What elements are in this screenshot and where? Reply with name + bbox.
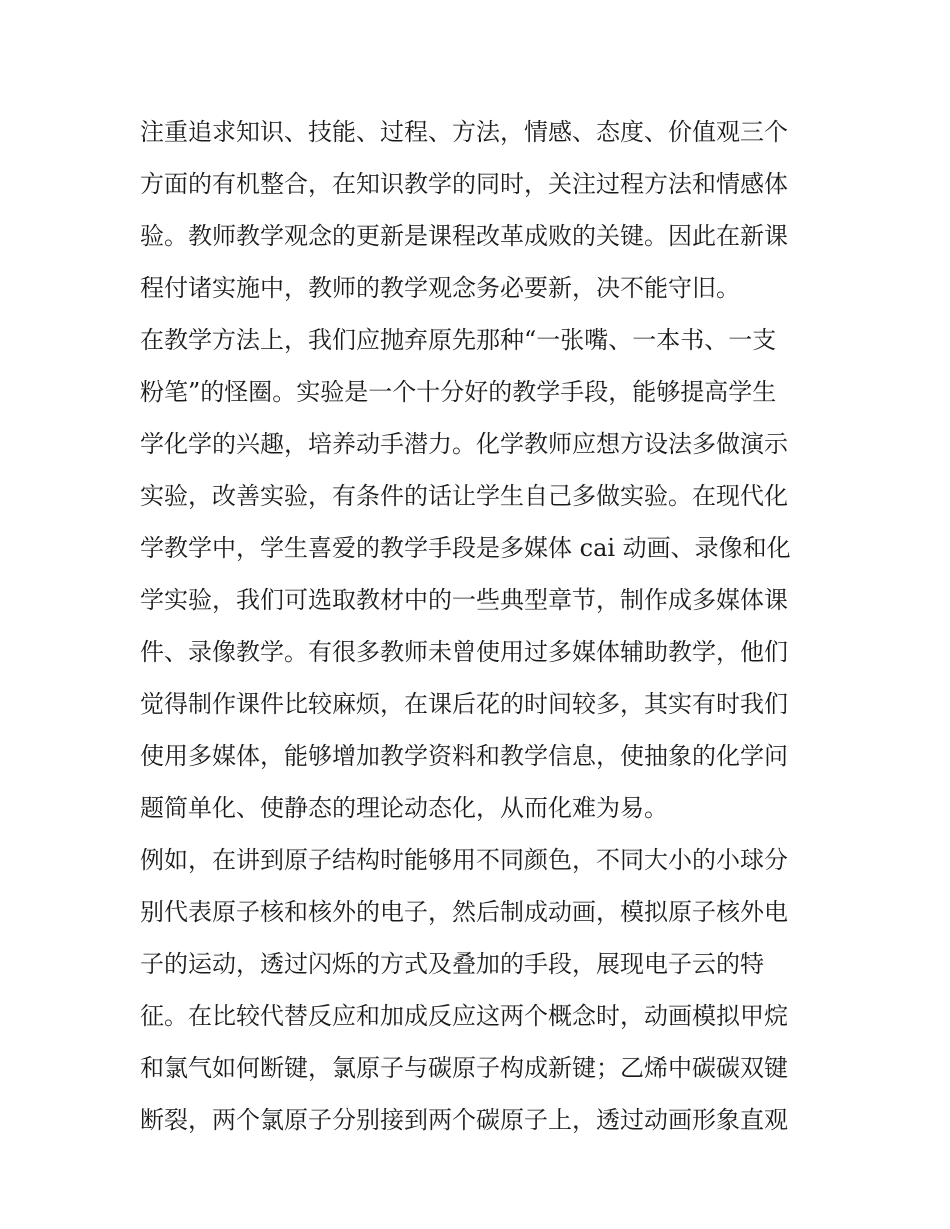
- text-line: 程付诸实施中，教师的教学观念务必要新，决不能守旧。: [140, 274, 740, 302]
- body-text: [140, 106, 820, 1146]
- text-line: 觉得制作课件比较麻烦，在课后花的时间较多，其实有时我们: [140, 690, 788, 718]
- text-line: 断裂，两个氯原子分别接到两个碳原子上，透过动画形象直观: [140, 1106, 788, 1134]
- text-line: 学化学的兴趣，培养动手潜力。化学教师应想方设法多做演示: [140, 430, 788, 458]
- text-line: 别代表原子核和核外的电子，然后制成动画，模拟原子核外电: [140, 898, 788, 926]
- paragraph-curriculum-goals: [140, 106, 820, 314]
- text-line: 题简单化、使静态的理论动态化，从而化难为易。: [140, 794, 668, 822]
- text-line: 件、录像教学。有很多教师未曾使用过多媒体辅助教学，他们: [140, 638, 788, 666]
- text-line: 方面的有机整合，在知识教学的同时，关注过程方法和情感体: [140, 170, 788, 198]
- text-line: 子的运动，透过闪烁的方式及叠加的手段，展现电子云的特: [140, 950, 764, 978]
- text-line: 征。在比较代替反应和加成反应这两个概念时，动画模拟甲烷: [140, 1002, 788, 1030]
- text-line: 和氯气如何断键，氯原子与碳原子构成新键；乙烯中碳碳双键: [140, 1054, 788, 1082]
- text-line: 粉笔”的怪圈。实验是一个十分好的教学手段，能够提高学生: [140, 378, 777, 406]
- text-line: 实验，改善实验，有条件的话让学生自己多做实验。在现代化: [140, 482, 788, 510]
- text-line: 注重追求知识、技能、过程、方法，情感、态度、价值观三个: [140, 118, 788, 146]
- text-line: 学教学中，学生喜爱的教学手段是多媒体 cai 动画、录像和化: [140, 534, 791, 562]
- paragraph-example: [140, 834, 820, 1146]
- text-line: 例如，在讲到原子结构时能够用不同颜色，不同大小的小球分: [140, 846, 788, 874]
- text-line: 使用多媒体，能够增加教学资料和教学信息，使抽象的化学问: [140, 742, 788, 770]
- paragraph-teaching-methods: [140, 314, 820, 834]
- text-line: 验。教师教学观念的更新是课程改革成败的关键。因此在新课: [140, 222, 788, 250]
- text-line: 学实验，我们可选取教材中的一些典型章节，制作成多媒体课: [140, 586, 788, 614]
- text-line: 在教学方法上，我们应抛弃原先那种“一张嘴、一本书、一支: [140, 326, 777, 354]
